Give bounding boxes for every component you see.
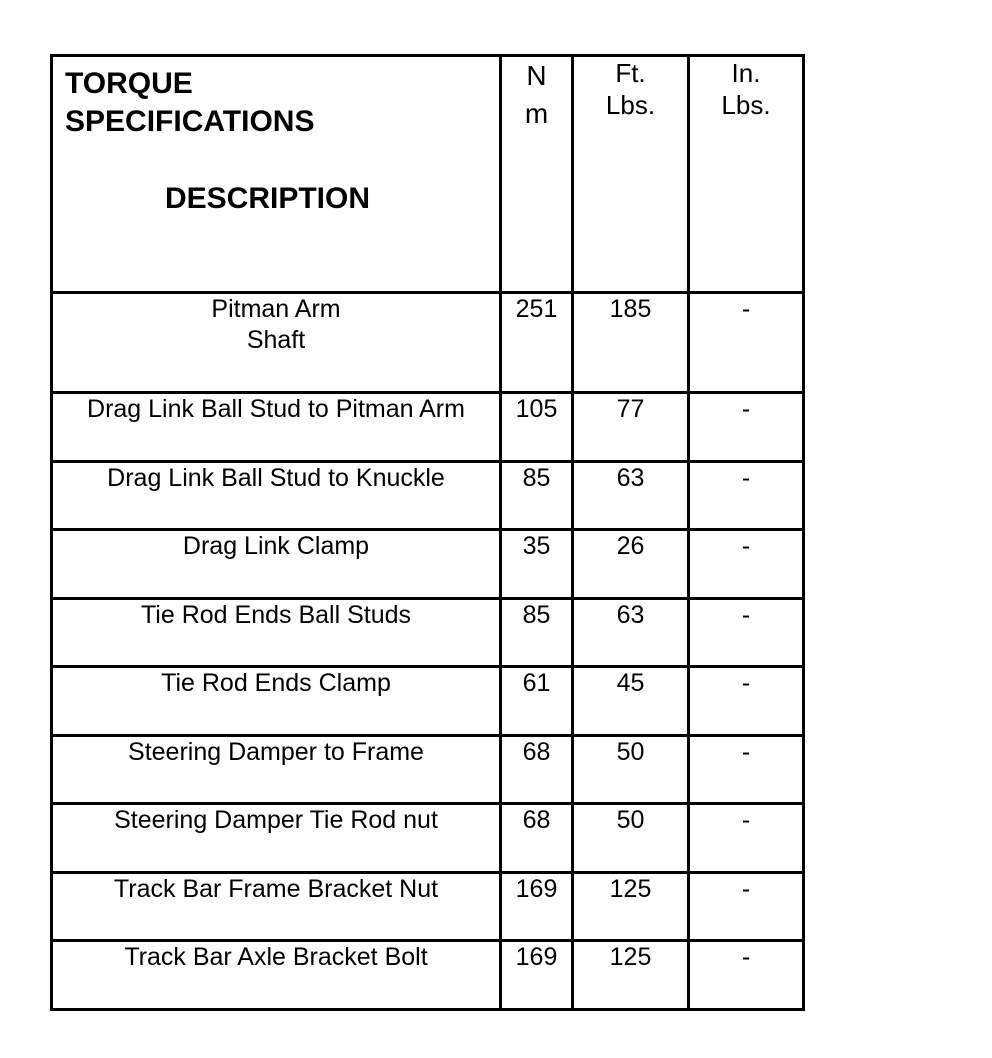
table-row [52, 735, 804, 804]
in-lbs-cell: - [689, 461, 804, 530]
description-text: Pitman Arm [211, 294, 341, 323]
ft-lbs-header [573, 56, 689, 293]
description-cell: Drag Link Ball Stud to Knuckle [52, 461, 501, 530]
ft-header-line2: Lbs. [605, 90, 656, 120]
description-text-line2: Shaft [246, 325, 306, 354]
description-cell: Steering Damper Tie Rod nut [52, 804, 501, 873]
in-header-line2: Lbs. [721, 90, 771, 120]
table-row [52, 393, 804, 462]
in-lbs-cell: - [689, 530, 804, 599]
ft-header-line1: Ft. [615, 58, 646, 88]
table-row [52, 598, 804, 667]
in-lbs-cell: - [689, 941, 804, 1010]
table-row [52, 292, 804, 393]
in-lbs-cell: - [689, 735, 804, 804]
description-cell: Steering Damper to Frame [52, 735, 501, 804]
nm-cell: 105 [501, 393, 573, 462]
description-header [52, 56, 501, 293]
torque-specifications-table [50, 54, 805, 1011]
ft-lbs-cell: 63 [573, 598, 689, 667]
ft-lbs-cell: 50 [573, 735, 689, 804]
table-row [52, 461, 804, 530]
table-row [52, 804, 804, 873]
in-lbs-cell: - [689, 872, 804, 941]
description-cell: Tie Rod Ends Clamp [52, 667, 501, 736]
description-cell: Track Bar Axle Bracket Bolt [52, 941, 501, 1010]
nm-header-line1: N [526, 60, 547, 91]
nm-cell: 68 [501, 735, 573, 804]
table-row [52, 872, 804, 941]
in-lbs-cell: - [689, 292, 804, 393]
description-cell: Drag Link Clamp [52, 530, 501, 599]
ft-lbs-cell: 77 [573, 393, 689, 462]
description-cell [52, 292, 501, 393]
header-title-line2: SPECIFICATIONS [65, 105, 315, 138]
nm-cell: 61 [501, 667, 573, 736]
nm-cell: 85 [501, 461, 573, 530]
ft-lbs-cell: 45 [573, 667, 689, 736]
in-lbs-cell: - [689, 598, 804, 667]
table-row [52, 667, 804, 736]
table-header-row [52, 56, 804, 293]
nm-cell: 85 [501, 598, 573, 667]
table-row [52, 941, 804, 1010]
ft-lbs-cell: 185 [573, 292, 689, 393]
description-cell: Track Bar Frame Bracket Nut [52, 872, 501, 941]
ft-lbs-cell: 50 [573, 804, 689, 873]
in-lbs-cell: - [689, 667, 804, 736]
nm-cell: 68 [501, 804, 573, 873]
nm-header-line2: m [524, 98, 549, 129]
nm-cell: 169 [501, 941, 573, 1010]
ft-lbs-cell: 63 [573, 461, 689, 530]
ft-lbs-cell: 125 [573, 872, 689, 941]
nm-header [501, 56, 573, 293]
description-cell: Tie Rod Ends Ball Studs [52, 598, 501, 667]
ft-lbs-cell: 26 [573, 530, 689, 599]
nm-cell: 251 [501, 292, 573, 393]
in-lbs-header [689, 56, 804, 293]
ft-lbs-cell: 125 [573, 941, 689, 1010]
in-lbs-cell: - [689, 393, 804, 462]
header-description: DESCRIPTION [165, 182, 371, 215]
in-header-line1: In. [731, 58, 761, 88]
nm-cell: 35 [501, 530, 573, 599]
nm-cell: 169 [501, 872, 573, 941]
header-title-line1: TORQUE [65, 67, 193, 100]
in-lbs-cell: - [689, 804, 804, 873]
description-cell: Drag Link Ball Stud to Pitman Arm [52, 393, 501, 462]
table-row [52, 530, 804, 599]
